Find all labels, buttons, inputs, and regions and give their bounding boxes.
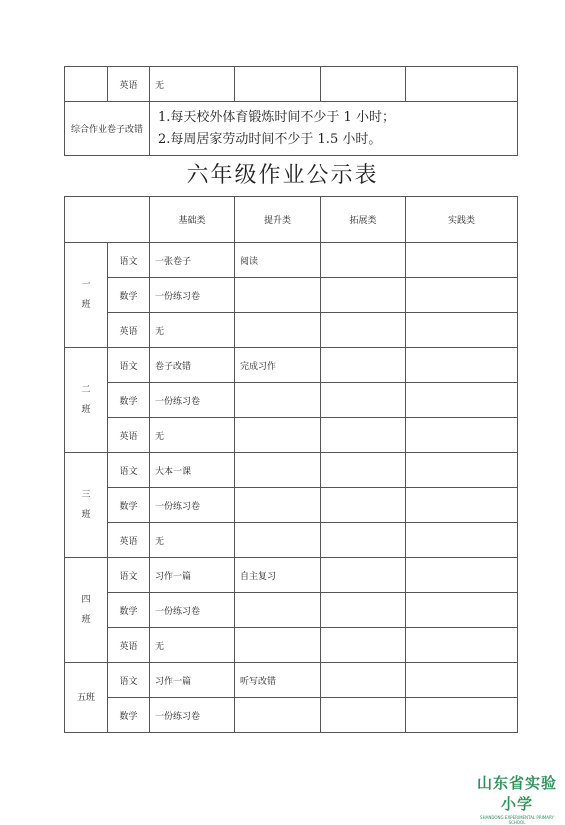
class-name-cell	[65, 558, 108, 663]
summary-label: 综合作业卷子改错	[65, 102, 150, 156]
column-header: 拓展类	[321, 197, 406, 243]
homework-cell	[321, 243, 406, 278]
homework-cell	[235, 523, 321, 558]
homework-cell: 一份练习卷	[150, 383, 235, 418]
table-row	[65, 348, 518, 383]
table-row	[65, 418, 518, 453]
homework-cell	[321, 313, 406, 348]
subject-cell: 语文	[108, 558, 150, 593]
class-name-char: 班	[81, 405, 91, 415]
column-header: 实践类	[406, 197, 518, 243]
class-name-char: 一	[81, 280, 91, 290]
header-corner	[65, 197, 150, 243]
summary-row	[65, 102, 518, 156]
logo-text: 山东省实验小学	[476, 774, 557, 813]
class-name-char: 三	[81, 490, 91, 500]
subject-cell: 数学	[108, 278, 150, 313]
class-name-char: 班	[81, 300, 91, 310]
homework-cell: 一份练习卷	[150, 278, 235, 313]
subject-cell: 语文	[108, 348, 150, 383]
homework-cell: 无	[150, 313, 235, 348]
homework-cell: 无	[150, 523, 235, 558]
homework-cell	[235, 488, 321, 523]
table-row	[65, 523, 518, 558]
homework-cell	[406, 383, 518, 418]
school-logo	[472, 772, 562, 825]
homework-cell	[406, 348, 518, 383]
class-name-cell	[65, 348, 108, 453]
homework-cell	[406, 278, 518, 313]
homework-cell	[235, 418, 321, 453]
homework-cell	[321, 418, 406, 453]
homework-cell	[321, 67, 406, 102]
homework-cell: 大本一课	[150, 453, 235, 488]
homework-cell	[321, 348, 406, 383]
table-row	[65, 67, 518, 102]
homework-cell: 一份练习卷	[150, 698, 235, 733]
table-row	[65, 593, 518, 628]
subject-cell: 英语	[108, 628, 150, 663]
homework-cell: 卷子改错	[150, 348, 235, 383]
homework-cell	[321, 628, 406, 663]
homework-cell	[406, 453, 518, 488]
table-row	[65, 383, 518, 418]
rule-line: 2.每周居家劳动时间不少于 1.5 小时。	[158, 131, 382, 147]
homework-cell	[235, 278, 321, 313]
table-row	[65, 313, 518, 348]
homework-cell	[406, 593, 518, 628]
homework-cell	[321, 453, 406, 488]
class-name-cell	[65, 243, 108, 348]
class-name-char: 二	[81, 385, 91, 395]
table-row	[65, 278, 518, 313]
homework-cell: 习作一篇	[150, 558, 235, 593]
homework-cell	[406, 418, 518, 453]
table-row	[65, 243, 518, 278]
homework-cell: 一份练习卷	[150, 488, 235, 523]
homework-cell: 无	[150, 628, 235, 663]
column-header: 基础类	[150, 197, 235, 243]
subject-cell: 数学	[108, 698, 150, 733]
class-name-char: 班	[81, 510, 91, 520]
logo-subtext: SHANDONG EXPERIMENTAL PRIMARY SCHOOL	[480, 815, 554, 825]
subject-cell: 数学	[108, 488, 150, 523]
homework-cell	[406, 698, 518, 733]
homework-cell	[321, 558, 406, 593]
subject-cell: 数学	[108, 593, 150, 628]
subject-cell: 英语	[108, 313, 150, 348]
subject-cell: 语文	[108, 453, 150, 488]
top-table	[64, 66, 518, 156]
subject-cell: 数学	[108, 383, 150, 418]
homework-cell	[235, 698, 321, 733]
homework-cell	[406, 243, 518, 278]
table-row	[65, 698, 518, 733]
homework-cell: 一张卷子	[150, 243, 235, 278]
homework-cell: 阅读	[235, 243, 321, 278]
homework-cell	[406, 313, 518, 348]
homework-cell	[235, 628, 321, 663]
homework-cell	[406, 628, 518, 663]
section-title: 六年级作业公示表	[186, 163, 379, 188]
homework-cell	[235, 67, 321, 102]
homework-cell: 习作一篇	[150, 663, 235, 698]
header-row	[65, 197, 518, 243]
homework-cell	[406, 523, 518, 558]
summary-content	[150, 102, 518, 156]
homework-cell: 无	[150, 67, 235, 102]
homework-cell	[321, 523, 406, 558]
homework-cell	[235, 383, 321, 418]
table-row	[65, 488, 518, 523]
subject-cell: 英语	[108, 67, 150, 102]
homework-cell: 完成习作	[235, 348, 321, 383]
subject-cell: 语文	[108, 243, 150, 278]
subject-cell: 英语	[108, 418, 150, 453]
homework-cell	[321, 278, 406, 313]
class-name-char: 四	[81, 595, 91, 605]
homework-cell: 听写改错	[235, 663, 321, 698]
class-name-cell	[65, 453, 108, 558]
homework-cell: 无	[150, 418, 235, 453]
homework-cell	[406, 488, 518, 523]
class-name-char: 班	[81, 615, 91, 625]
homework-cell	[235, 313, 321, 348]
homework-cell	[321, 698, 406, 733]
table-row	[65, 558, 518, 593]
main-table	[64, 196, 518, 733]
homework-cell	[321, 488, 406, 523]
subject-cell: 英语	[108, 523, 150, 558]
subject-cell: 语文	[108, 663, 150, 698]
table-row	[65, 663, 518, 698]
homework-cell: 自主复习	[235, 558, 321, 593]
homework-cell	[235, 453, 321, 488]
homework-cell	[406, 558, 518, 593]
homework-cell	[406, 663, 518, 698]
empty-cell	[65, 67, 108, 102]
table-row	[65, 628, 518, 663]
homework-cell: 一份练习卷	[150, 593, 235, 628]
rule-line: 1.每天校外体育锻炼时间不少于 1 小时；	[158, 109, 395, 125]
homework-cell	[235, 593, 321, 628]
class-name-cell	[65, 663, 108, 733]
homework-cell	[321, 383, 406, 418]
homework-cell	[406, 67, 518, 102]
homework-cell	[321, 593, 406, 628]
table-row	[65, 453, 518, 488]
class-name-char: 五班	[76, 692, 95, 703]
homework-cell	[321, 663, 406, 698]
column-header: 提升类	[235, 197, 321, 243]
